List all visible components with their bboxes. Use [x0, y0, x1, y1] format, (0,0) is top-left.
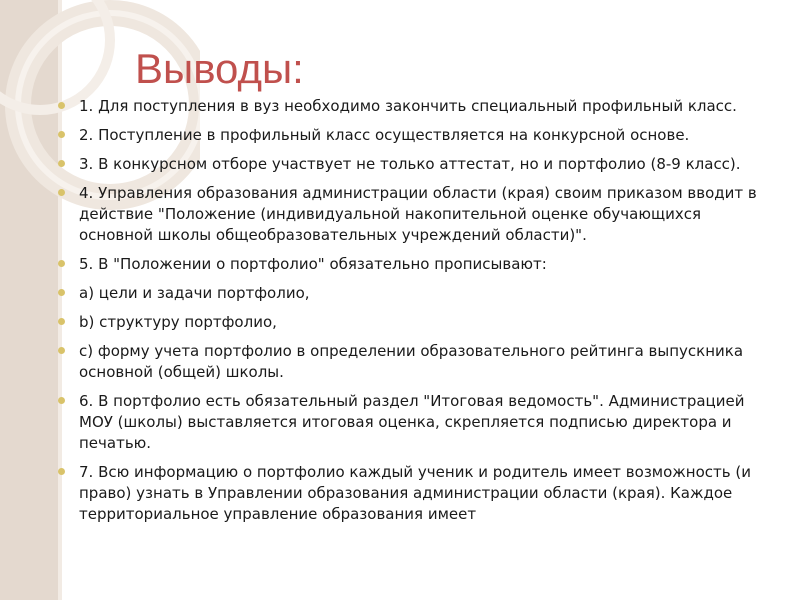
list-item-text: b) структуру портфолио, — [79, 313, 277, 331]
list-item-text: 4. Управления образования администрации области (края) своим приказом вводит в действие "Положение (индивидуальной накопительной оценке обучающихся основной школы общеобразовательных учреждений области)". — [79, 184, 757, 244]
list-item — [57, 341, 757, 383]
list-item-text: c) форму учета портфолио в определении образовательного рейтинга выпускника основной (общей) школы. — [79, 342, 744, 381]
list-item — [57, 312, 757, 333]
list-item — [57, 391, 757, 454]
bullet-icon — [58, 189, 65, 196]
conclusions-list — [57, 96, 757, 533]
list-item — [57, 154, 757, 175]
list-item-text: 6. В портфолио есть обязательный раздел "Итоговая ведомость". Администрацией МОУ (школы) выставляется итоговая оценка, скрепляется подписью директора и печатью. — [79, 392, 745, 452]
list-item — [57, 283, 757, 304]
bullet-icon — [58, 318, 65, 325]
bullet-icon — [58, 347, 65, 354]
bullet-icon — [58, 468, 65, 475]
list-item — [57, 254, 757, 275]
list-item-text: 5. В "Положении о портфолио" обязательно прописывают: — [79, 255, 547, 273]
list-item-text: 3. В конкурсном отборе участвует не только аттестат, но и портфолио (8-9 класс). — [79, 155, 741, 173]
bullet-icon — [58, 102, 65, 109]
bullet-icon — [58, 131, 65, 138]
list-item — [57, 125, 757, 146]
list-item-text: 7. Всю информацию о портфолио каждый ученик и родитель имеет возможность (и право) узнать в Управлении образования администрации области (края). Каждое территориальное управление образования имеет — [79, 463, 751, 523]
list-item — [57, 96, 757, 117]
list-item — [57, 462, 757, 525]
bullet-icon — [58, 160, 65, 167]
bullet-icon — [58, 397, 65, 404]
slide-title: Выводы: — [135, 45, 304, 92]
list-item-text: 1. Для поступления в вуз необходимо закончить специальный профильный класс. — [79, 97, 737, 115]
bullet-icon — [58, 289, 65, 296]
bullet-icon — [58, 260, 65, 267]
list-item-text: a) цели и задачи портфолио, — [79, 284, 310, 302]
list-item — [57, 183, 757, 246]
list-item-text: 2. Поступление в профильный класс осуществляется на конкурсной основе. — [79, 126, 690, 144]
